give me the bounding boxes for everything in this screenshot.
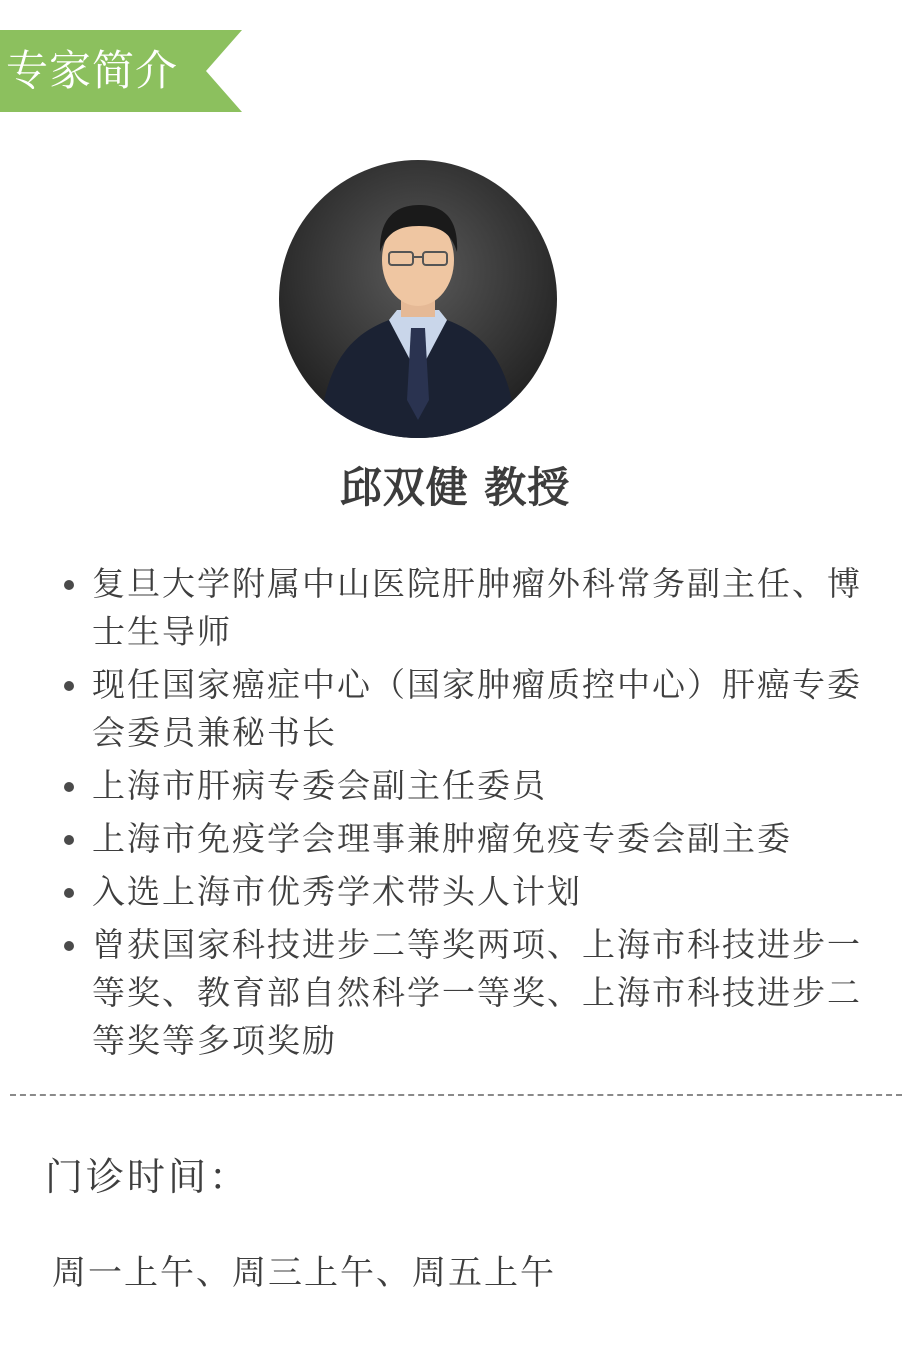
bio-item (60, 661, 895, 757)
bullet-icon (64, 835, 74, 845)
section-title: 专家简介 (6, 46, 179, 95)
bio-text: 现任国家癌症中心（国家肿瘤质控中心）肝癌专委会委员兼秘书长 (92, 665, 862, 752)
bio-list (60, 560, 895, 1070)
expert-name: 邱双健 教授 (339, 463, 571, 512)
dashed-divider (10, 1094, 902, 1096)
bio-item (60, 815, 895, 863)
bullet-icon (64, 681, 74, 691)
bio-item (60, 921, 895, 1065)
bullet-icon (64, 580, 74, 590)
section-ribbon (0, 30, 242, 112)
bio-text: 曾获国家科技进步二等奖两项、上海市科技进步一等奖、教育部自然科学一等奖、上海市科技进步二等奖等多项奖励 (92, 925, 862, 1060)
bullet-icon (64, 941, 74, 951)
bio-item (60, 868, 895, 916)
bio-item (60, 560, 895, 656)
bio-item (60, 762, 895, 810)
bio-text: 复旦大学附属中山医院肝肿瘤外科常务副主任、博士生导师 (92, 564, 862, 651)
clinic-hours-heading: 门诊时间： (45, 1155, 251, 1199)
expert-portrait (279, 160, 557, 438)
bio-text: 上海市肝病专委会副主任委员 (92, 766, 547, 805)
clinic-hours-text: 周一上午、周三上午、周五上午 (52, 1253, 556, 1293)
bio-text: 入选上海市优秀学术带头人计划 (92, 872, 582, 911)
bullet-icon (64, 888, 74, 898)
bullet-icon (64, 782, 74, 792)
bio-text: 上海市免疫学会理事兼肿瘤免疫专委会副主委 (92, 819, 792, 858)
